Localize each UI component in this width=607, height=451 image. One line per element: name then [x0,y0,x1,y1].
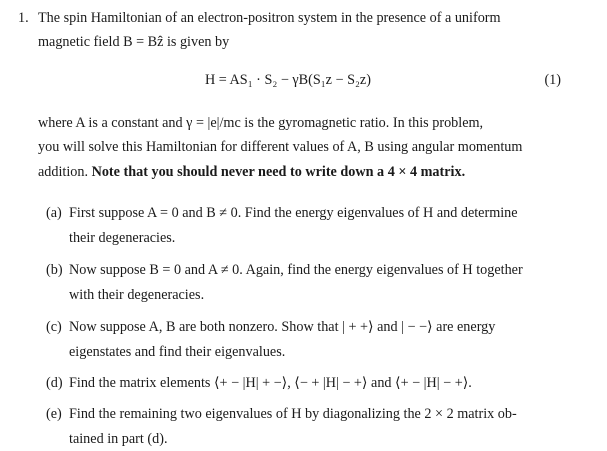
paragraph-line-2: you will solve this Hamiltonian for different values of A, B using angular momentum [38,139,523,155]
part-d-line-1: Find the matrix elements ⟨+ − |H| + −⟩, ⟨− + |H| − +⟩ and ⟨+ − |H| − +⟩. [69,375,472,391]
paragraph-line-1: where A is a constant and γ = |e|/mc is the gyromagnetic ratio. In this problem, [38,115,484,131]
paragraph-line-3-bold: Note that you should never need to write down a 4 × 4 matrix. [91,164,466,180]
part-a-line-1: First suppose A = 0 and B ≠ 0. Find the energy eigenvalues of H and determine [69,205,518,221]
equation-number: (1) [544,72,561,88]
part-b-line-1: Now suppose B = 0 and A ≠ 0. Again, find the energy eigenvalues of H together [69,262,523,278]
part-a-line-2: their degeneracies. [69,230,176,246]
problem-intro-line-2: magnetic field B = Bẑ is given by [38,34,230,50]
part-c-label: (c) [46,319,62,335]
paragraph-line-3-plain: addition. [38,164,89,180]
problem-intro-line-1: The spin Hamiltonian of an electron-positron system in the presence of a uniform [38,10,501,26]
part-c-line-2: eigenstates and find their eigenvalues. [69,344,286,360]
part-e-label: (e) [46,406,62,422]
problem-number: 1. [18,10,29,26]
part-a-label: (a) [46,205,62,221]
part-b-line-2: with their degeneracies. [69,287,205,303]
equation-body: H = AS₁ · S₂ − γB(S₁z − S₂z) [205,72,371,88]
hamiltonian-equation [0,71,607,91]
part-e-line-1: Find the remaining two eigenvalues of H by diagonalizing the 2 × 2 matrix ob- [69,406,517,422]
part-d-label: (d) [46,375,63,391]
paragraph-line-3 [38,163,465,181]
part-c-line-1: Now suppose A, B are both nonzero. Show that | + +⟩ and | − −⟩ are energy [69,319,496,335]
part-b-label: (b) [46,262,63,278]
part-e-line-2: tained in part (d). [69,431,168,447]
